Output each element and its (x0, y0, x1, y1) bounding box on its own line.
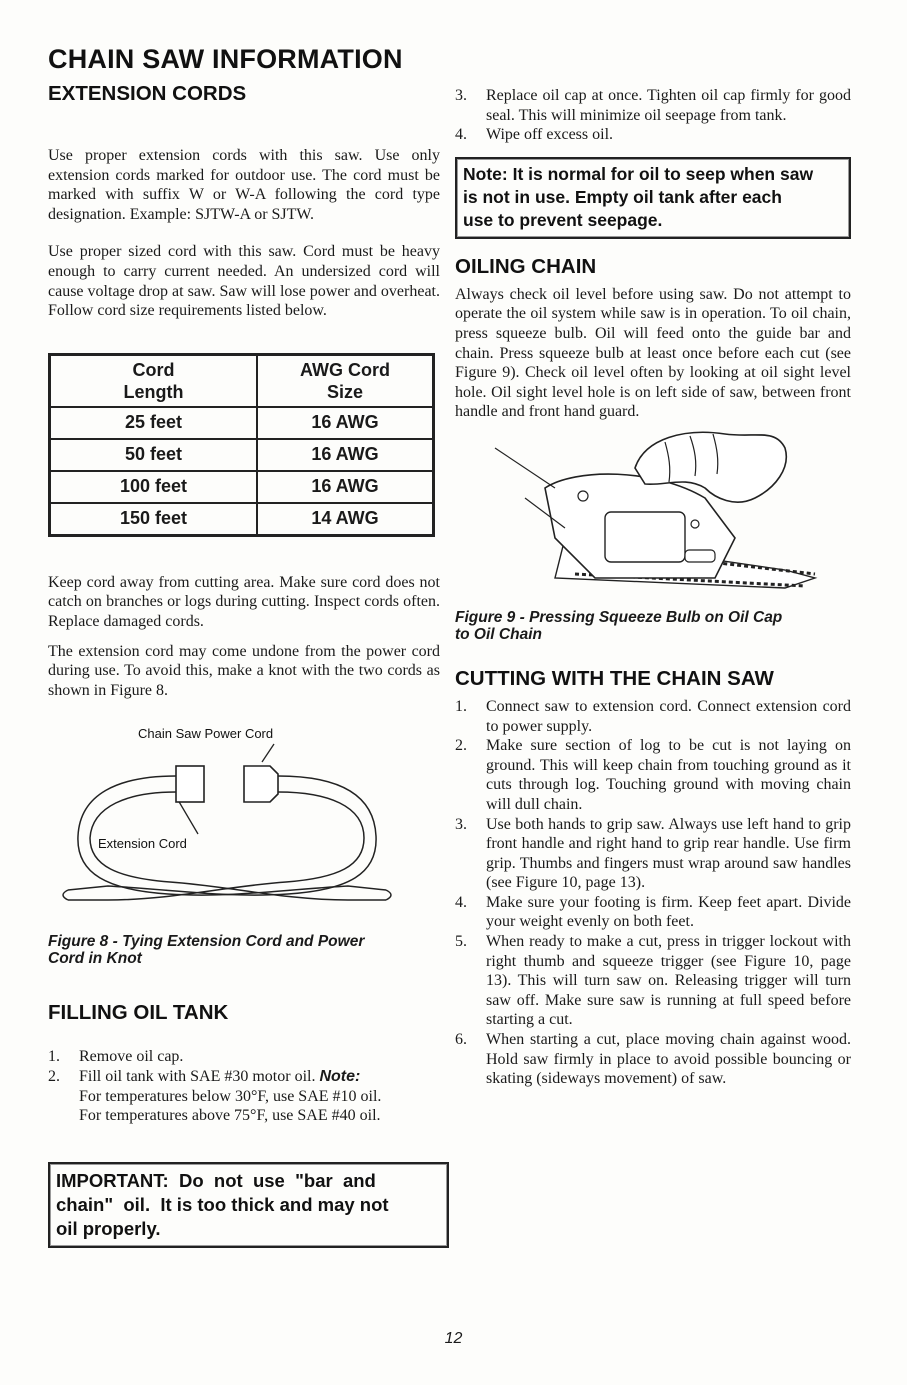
cell-size: 16 AWG (257, 471, 434, 503)
list-item (455, 736, 851, 814)
header-cord-length (50, 354, 258, 407)
table-header-row (50, 354, 434, 407)
warning-line3: oil properly. (56, 1217, 161, 1239)
power-cord-plug (244, 766, 278, 802)
warning-line1: IMPORTANT: Do not use "bar and (56, 1169, 376, 1191)
left-column (48, 82, 440, 1248)
step-number: 6. (455, 1031, 467, 1049)
figure-9-caption (455, 609, 851, 643)
table-row (50, 471, 434, 503)
table-row (50, 407, 434, 439)
cell-length: 100 feet (50, 471, 258, 503)
cell-size: 16 AWG (257, 439, 434, 471)
step-text: Connect saw to extension cord. Connect extension cord to power supply. (486, 697, 851, 735)
extension-cord-plug (176, 766, 204, 802)
label-extension-cord: Extension Cord (98, 836, 187, 852)
list-item (455, 815, 851, 893)
step-text: Replace oil cap at once. Tighten oil cap firmly for good seal. This will minimize oil seepage from tank. (486, 87, 851, 124)
oiling-chain-paragraph: Always check oil level before using saw. Do not attempt to operate the oil system while saw is in operation. To oil chain, press squeeze bulb. Oil will feed onto the guide bar and chain. Press squeeze bulb at least once before each cut (see Figure 9). Check oil level often by looking at oil sight level hole. Oil sight level hole is on left side of saw, between front handle and front hand guard. (455, 285, 851, 421)
note-line2: is not in use. Empty oil tank after each (463, 186, 782, 207)
step-text: When ready to make a cut, press in trigger lockout with right thumb and squeeze trigger (see Figure 10, page 13). This will turn saw on. Releasing trigger will turn saw off. Make sure saw is running at full speed before starting a cut. (486, 933, 851, 1029)
step-text: Use both hands to grip saw. Always use left hand to grip front handle and right hand to grip rear handle. Use firm grip. Thumbs and fingers must wrap around saw handles (see Figure 10, page 13). (486, 815, 851, 892)
step-text: Wipe off excess oil. (486, 126, 614, 144)
step-text: Remove oil cap. (79, 1048, 184, 1066)
list-item (455, 697, 851, 736)
step-number: 3. (455, 87, 467, 104)
step-number: 4. (455, 893, 467, 911)
cord-size-table (48, 353, 435, 537)
cell-size: 14 AWG (257, 503, 434, 536)
figure-8-caption-line1: Figure 8 - Tying Extension Cord and Power (48, 933, 365, 951)
step-number: 2. (48, 1067, 60, 1085)
header-cord-length-line2: Length (123, 381, 184, 402)
saw-housing-panel (605, 512, 685, 562)
step-number: 4. (455, 126, 467, 144)
list-item (455, 932, 851, 1030)
cord-end-left (63, 890, 68, 900)
note-label: Note: (319, 1067, 361, 1085)
oiling-chain-heading: OILING CHAIN (455, 254, 597, 278)
extension-cord-leader-line (178, 800, 198, 834)
step-number: 3. (455, 815, 467, 833)
extension-cords-paragraph-4: The extension cord may come undone from the power cord during use. To avoid this, make a knot with the two cords as shown in Figure 8. (48, 642, 440, 699)
filling-oil-tank-steps-continued (455, 86, 851, 145)
list-item (48, 1067, 440, 1126)
cord-end-right (386, 890, 391, 900)
note-line1: Note: It is normal for oil to seep when saw (463, 163, 814, 184)
cell-length: 50 feet (50, 439, 258, 471)
power-cord-leader-line (262, 744, 274, 762)
step-number: 1. (455, 697, 467, 715)
filling-oil-tank-heading: FILLING OIL TANK (48, 1001, 229, 1025)
step-text-line3: For temperatures above 75°F, use SAE #40 oil. (79, 1107, 381, 1125)
cell-length: 150 feet (50, 503, 258, 536)
figure-9-squeeze-bulb-illustration (485, 428, 825, 603)
header-cord-length-line1: Cord (132, 359, 175, 380)
note-line3: use to prevent seepage. (463, 209, 663, 230)
extension-cords-paragraph-3: Keep cord away from cutting area. Make sure cord does not catch on branches or logs during cutting. Inspect cords often. Replace damaged cords. (48, 573, 440, 630)
right-column (455, 86, 851, 1089)
figure-8-caption-line2: Cord in Knot (48, 950, 142, 968)
filling-oil-tank-steps (48, 1047, 440, 1125)
table-row (50, 439, 434, 471)
extension-cords-paragraph-2: Use proper sized cord with this saw. Cord must be heavy enough to carry current needed. An undersized cord will cause voltage drop at saw. Saw will lose power and overheat. Follow cord size requirements listed below. (48, 243, 440, 320)
header-awg-size (257, 354, 434, 407)
step-number: 1. (48, 1048, 60, 1066)
label-chain-saw-power-cord: Chain Saw Power Cord (138, 726, 274, 742)
figure-8-caption (48, 933, 440, 967)
cell-size: 16 AWG (257, 407, 434, 439)
cutting-heading: CUTTING WITH THE CHAIN SAW (455, 666, 774, 690)
page-number: 12 (444, 1330, 463, 1347)
warning-line2: chain" oil. It is too thick and may not (56, 1193, 389, 1215)
important-warning-box (48, 1162, 449, 1248)
list-item (455, 893, 851, 932)
list-item (455, 1030, 851, 1089)
step-text: Make sure section of log to be cut is not laying on ground. This will keep chain from touching ground as it cuts through log. Touching ground with moving chain will dull chain. (486, 737, 851, 813)
step-number: 2. (455, 737, 467, 755)
figure-9-caption-line1: Figure 9 - Pressing Squeeze Bulb on Oil Cap (455, 608, 783, 626)
list-item (455, 86, 851, 125)
figure-8-cord-knot-illustration (48, 714, 418, 919)
header-awg-size-line1: AWG Cord (300, 359, 390, 380)
table-row (50, 503, 434, 536)
oil-seepage-note-box (455, 157, 851, 239)
step-number: 5. (455, 933, 467, 951)
step-text-line2: For temperatures below 30°F, use SAE #10 oil. (79, 1087, 382, 1105)
figure-9-caption-line2: to Oil Chain (455, 625, 542, 643)
page-title: CHAIN SAW INFORMATION (48, 44, 403, 74)
list-item (455, 125, 851, 145)
step-text: Fill oil tank with SAE #30 motor oil. (79, 1067, 316, 1085)
sprocket-cover (685, 550, 715, 562)
list-item (48, 1047, 440, 1067)
step-text: Make sure your footing is firm. Keep feet apart. Divide your weight evenly on both feet. (486, 893, 851, 931)
extension-cords-paragraph-1: Use proper extension cords with this saw. Use only extension cords marked for outdoor use. The cord must be marked with suffix W or W-A following the cord type designation. Example: SJTW-A or SJTW. (48, 147, 440, 223)
sight-level-hole (691, 520, 699, 528)
front-handle-line (495, 448, 555, 488)
cell-length: 25 feet (50, 407, 258, 439)
oil-cap-icon (578, 491, 588, 501)
cutting-steps (455, 697, 851, 1089)
header-awg-size-line2: Size (326, 381, 364, 402)
extension-cords-heading: EXTENSION CORDS (48, 82, 247, 105)
step-text: When starting a cut, place moving chain against wood. Hold saw firmly in place to avoid possible bouncing or skating (sideways movement) of saw. (486, 1031, 851, 1088)
